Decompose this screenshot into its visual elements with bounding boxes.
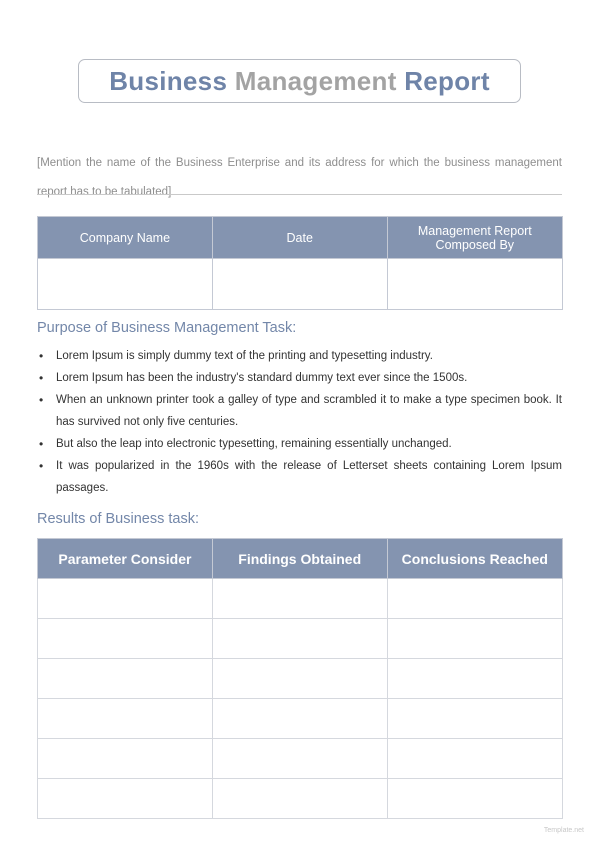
findings-cell[interactable] xyxy=(212,699,387,739)
bullet-icon: • xyxy=(39,371,44,385)
column-header-date: Date xyxy=(212,217,387,259)
purpose-heading: Purpose of Business Management Task: xyxy=(37,320,297,336)
conclusions-cell[interactable] xyxy=(387,779,562,819)
report-title xyxy=(78,59,521,103)
column-header-conclusions: Conclusions Reached xyxy=(387,539,562,579)
conclusions-cell[interactable] xyxy=(387,659,562,699)
info-table-row xyxy=(38,259,563,310)
findings-cell[interactable] xyxy=(212,659,387,699)
composed-by-cell[interactable] xyxy=(387,259,562,310)
results-table xyxy=(37,538,563,819)
findings-cell[interactable] xyxy=(212,579,387,619)
conclusions-cell[interactable] xyxy=(387,699,562,739)
findings-cell[interactable] xyxy=(212,739,387,779)
column-header-parameter: Parameter Consider xyxy=(38,539,213,579)
results-table-header-row xyxy=(38,539,563,579)
bullet-text: Lorem Ipsum has been the industry's standard dummy text ever since the 1500s. xyxy=(56,372,468,384)
bullet-icon: • xyxy=(39,437,44,451)
findings-cell[interactable] xyxy=(212,779,387,819)
column-header-findings: Findings Obtained xyxy=(212,539,387,579)
table-row xyxy=(38,659,563,699)
parameter-cell[interactable] xyxy=(38,659,213,699)
conclusions-cell[interactable] xyxy=(387,579,562,619)
bullet-text: When an unknown printer took a galley of type and scrambled it to make a type specimen book. It has survived not only five centuries. xyxy=(56,394,562,428)
watermark: Template.net xyxy=(543,827,584,834)
table-row xyxy=(38,779,563,819)
conclusions-cell[interactable] xyxy=(387,739,562,779)
title-word-3: Report xyxy=(404,65,490,96)
purpose-bullet-list xyxy=(37,345,562,499)
bullet-icon: • xyxy=(39,349,44,363)
list-item xyxy=(37,455,562,499)
results-table-body xyxy=(38,579,563,819)
company-name-cell[interactable] xyxy=(38,259,213,310)
info-table xyxy=(37,216,563,310)
findings-cell[interactable] xyxy=(212,619,387,659)
table-row xyxy=(38,619,563,659)
parameter-cell[interactable] xyxy=(38,739,213,779)
parameter-cell[interactable] xyxy=(38,779,213,819)
bullet-text: It was popularized in the 1960s with the release of Letterset sheets containing Lorem Ipsum passages. xyxy=(56,460,562,494)
intro-divider xyxy=(37,194,562,195)
parameter-cell[interactable] xyxy=(38,619,213,659)
parameter-cell[interactable] xyxy=(38,699,213,739)
bullet-text: But also the leap into electronic typesetting, remaining essentially unchanged. xyxy=(56,438,452,450)
bullet-icon: • xyxy=(39,459,44,473)
column-header-composed-by: Management Report Composed By xyxy=(387,217,562,259)
conclusions-cell[interactable] xyxy=(387,619,562,659)
parameter-cell[interactable] xyxy=(38,579,213,619)
date-cell[interactable] xyxy=(212,259,387,310)
list-item xyxy=(37,389,562,433)
table-row xyxy=(38,579,563,619)
bullet-icon: • xyxy=(39,393,44,407)
column-header-company-name: Company Name xyxy=(38,217,213,259)
list-item xyxy=(37,345,562,367)
results-heading: Results of Business task: xyxy=(37,511,199,527)
list-item xyxy=(37,433,562,455)
list-item xyxy=(37,367,562,389)
intro-placeholder-text: [Mention the name of the Business Enterprise and its address for which the business management report has to be tabulated] xyxy=(37,157,562,198)
title-word-2: Management xyxy=(234,65,397,96)
title-word-1: Business xyxy=(109,65,228,96)
table-row xyxy=(38,699,563,739)
table-row xyxy=(38,739,563,779)
bullet-text: Lorem Ipsum is simply dummy text of the printing and typesetting industry. xyxy=(56,350,433,362)
info-table-header-row xyxy=(38,217,563,259)
